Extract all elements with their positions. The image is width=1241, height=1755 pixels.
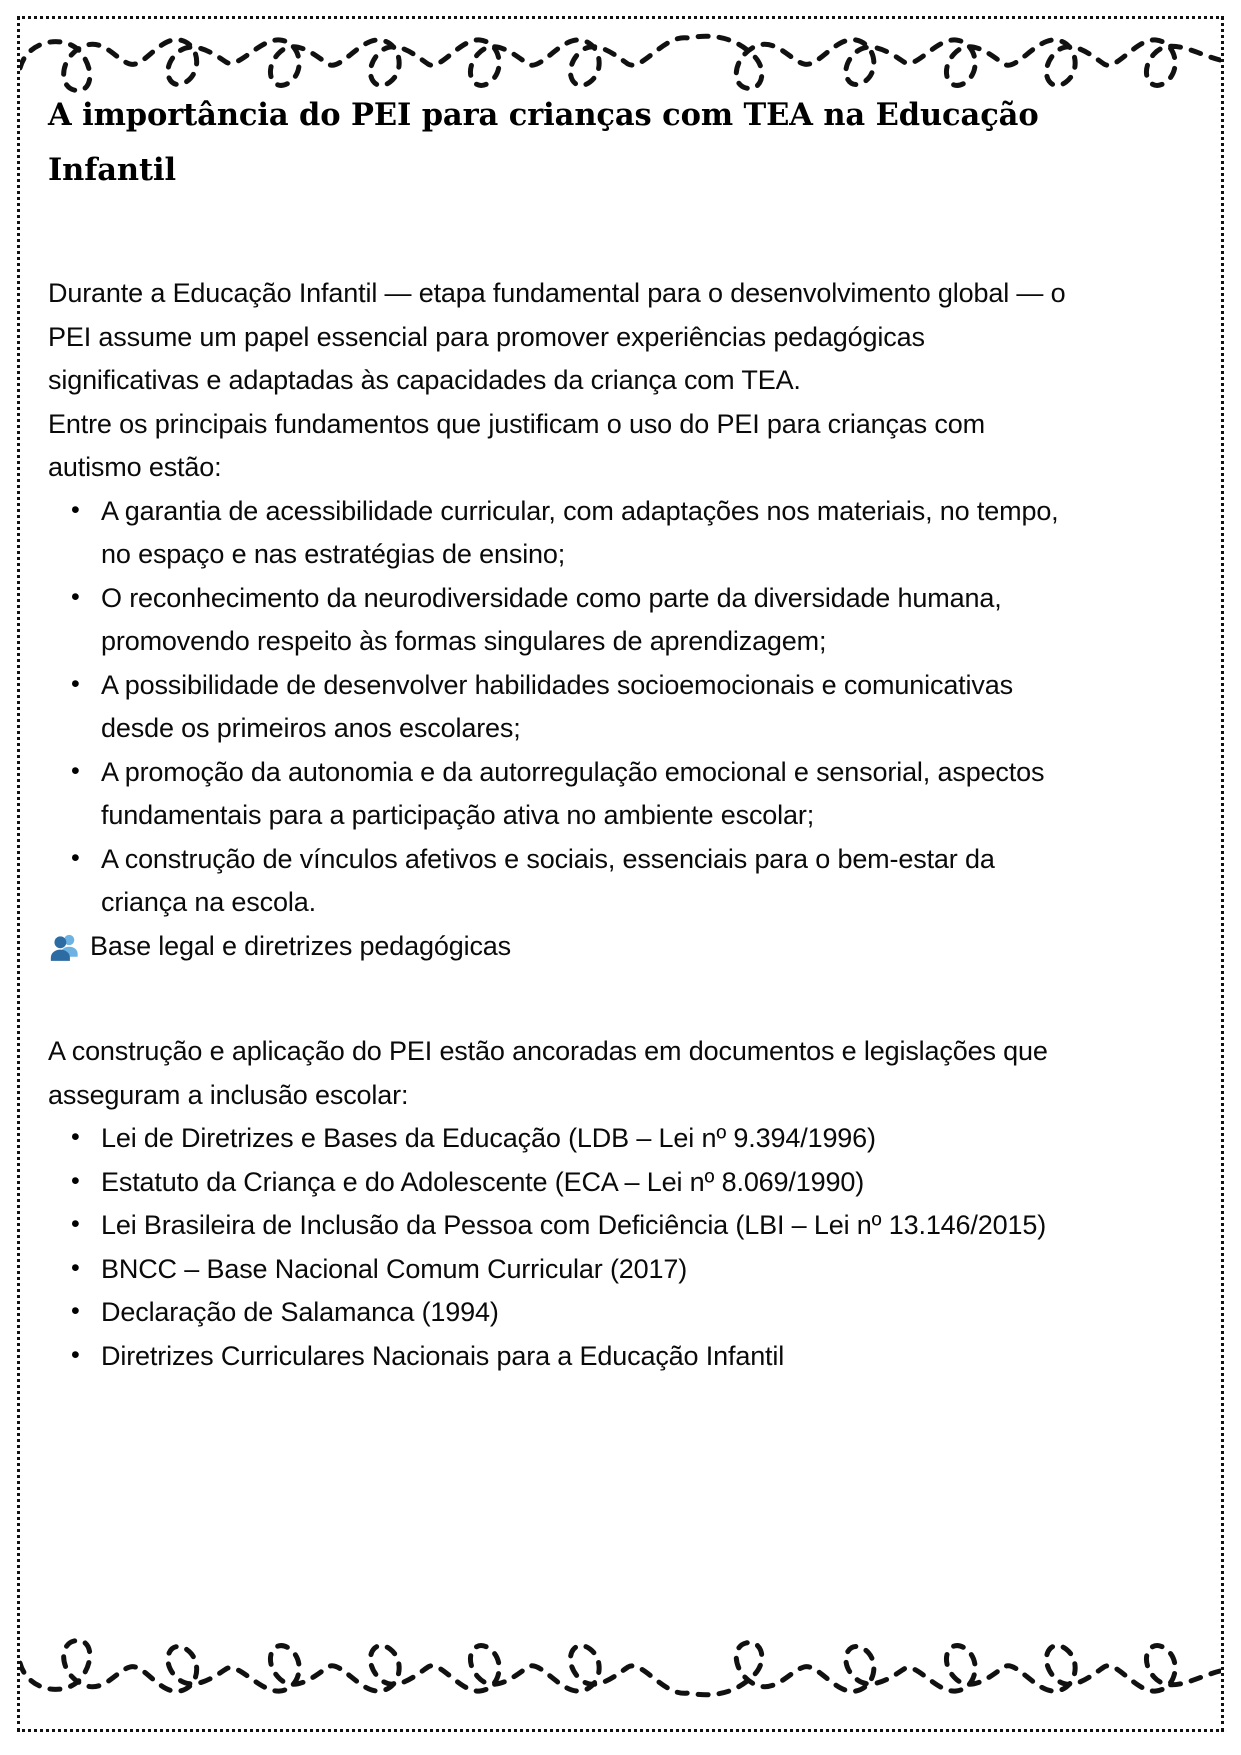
list-item: • BNCC – Base Nacional Comum Curricular (2017): [48, 1248, 1078, 1292]
intro-paragraph: Durante a Educação Infantil — etapa fundamental para o desenvolvimento global — o PEI assume um papel essencial para promover experiências pedagógicas significativas e adaptadas às capacidades da criança com TEA.: [48, 278, 1066, 395]
list-item: • Lei Brasileira de Inclusão da Pessoa com Deficiência (LBI – Lei nº 13.146/2015): [48, 1204, 1078, 1248]
busts-in-silhouette-icon: [48, 931, 81, 964]
list-item: • A garantia de acessibilidade curricular, com adaptações nos materiais, no tempo, no espaço e nas estratégias de ensino;: [48, 490, 1078, 577]
page-title: A importância do PEI para crianças com TEA na Educação Infantil: [48, 97, 1039, 188]
list-item: • A construção de vínculos afetivos e sociais, essenciais para o bem-estar da criança na escola.: [48, 838, 1078, 925]
list-item: • O reconhecimento da neurodiversidade como parte da diversidade humana, promovendo respeito às formas singulares de aprendizagem;: [48, 577, 1078, 664]
document-content: [48, 88, 1078, 1378]
section-heading-label: Base legal e diretrizes pedagógicas: [90, 930, 512, 961]
list-item: • Declaração de Salamanca (1994): [48, 1291, 1078, 1335]
list-item: • Lei de Diretrizes e Bases da Educação (LDB – Lei nº 9.394/1996): [48, 1117, 1078, 1161]
legal-intro-paragraph: A construção e aplicação do PEI estão ancoradas em documentos e legislações que asseguram a inclusão escolar:: [48, 1036, 1048, 1110]
list-item: • Estatuto da Criança e do Adolescente (ECA – Lei nº 8.069/1990): [48, 1161, 1078, 1205]
legal-references-list: [48, 1117, 1078, 1378]
lead-in-paragraph: Entre os principais fundamentos que justificam o uso do PEI para crianças com autismo estão:: [48, 408, 985, 482]
section-heading: [48, 925, 1078, 969]
fundamentos-list: [48, 490, 1078, 925]
list-item: • A possibilidade de desenvolver habilidades socioemocionais e comunicativas desde os primeiros anos escolares;: [48, 664, 1078, 751]
list-item: • Diretrizes Curriculares Nacionais para a Educação Infantil: [48, 1335, 1078, 1379]
list-item: • A promoção da autonomia e da autorregulação emocional e sensorial, aspectos fundamentais para a participação ativa no ambiente escolar;: [48, 751, 1078, 838]
